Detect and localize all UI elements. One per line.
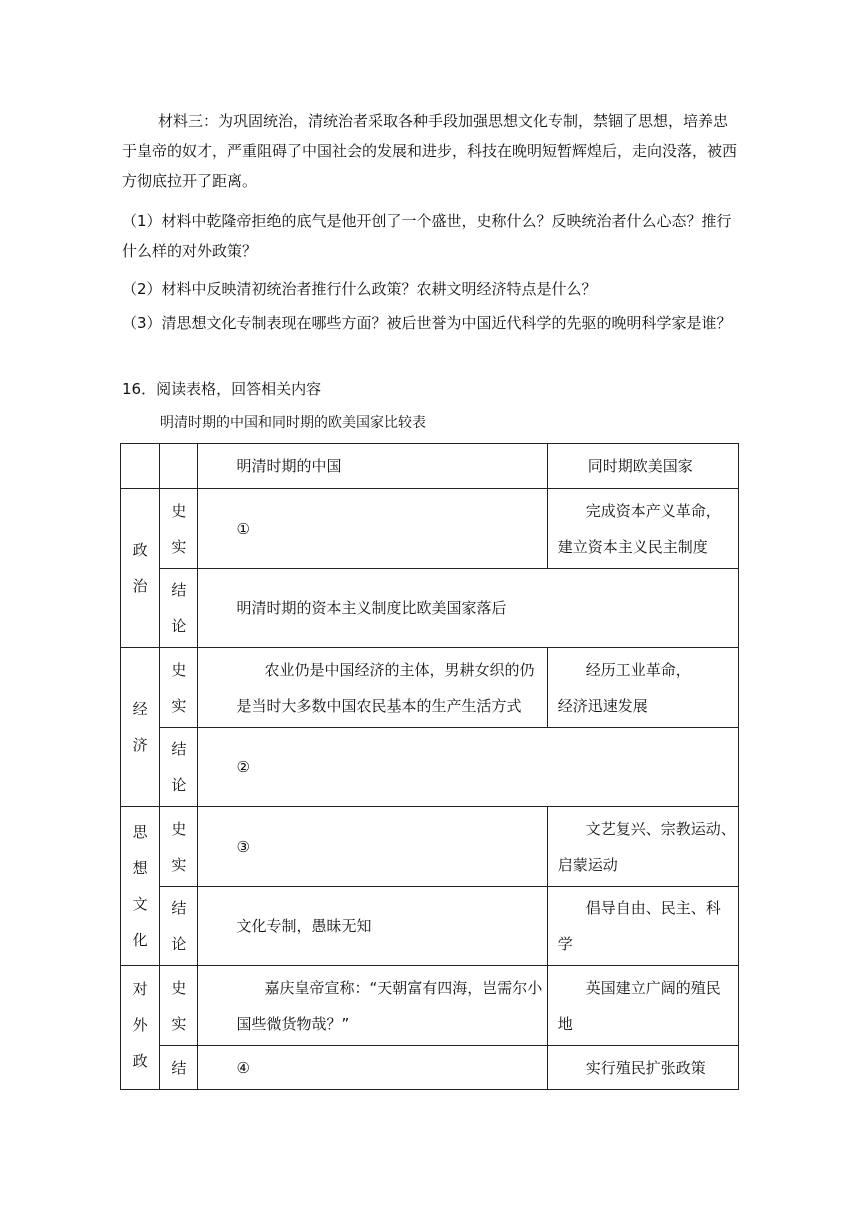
politics-fact-china: ①	[198, 489, 547, 569]
table-row-culture-fact	[121, 807, 739, 887]
economy-fact-china: 农业仍是中国经济的主体，男耕女织的仍是当时大多数中国农民基本的生产生活方式	[198, 648, 547, 728]
category-foreign-policy: 对 外 政	[121, 966, 160, 1090]
foreign-conclusion-china: ④	[198, 1046, 547, 1090]
sub-conclusion: 结 论	[160, 887, 198, 966]
category-economy: 经 济	[121, 648, 160, 807]
table-caption: 明清时期的中国和同时期的欧美国家比较表	[160, 415, 426, 431]
table-row-politics-conclusion	[121, 569, 739, 648]
header-china: 明清时期的中国	[198, 444, 547, 489]
sub-fact: 史 实	[160, 489, 198, 569]
category-politics: 政 治	[121, 489, 160, 648]
question-2: （2）材料中反映清初统治者推行什么政策？农耕文明经济特点是什么？	[122, 280, 597, 298]
economy-conclusion: ②	[198, 728, 739, 807]
culture-fact-china: ③	[198, 807, 547, 887]
sub-fact: 史 实	[160, 648, 198, 728]
table-row-foreign-conclusion	[121, 1046, 739, 1090]
material-three: 材料三：为巩固统治，清统治者采取各种手段加强思想文化专制，禁锢了思想，培养忠于皇帝的奴才，严重阻碍了中国社会的发展和进步，科技在晚明短暂辉煌后，走向没落，被西方彻底拉开了距离。	[122, 112, 738, 190]
question-1: （1）材料中乾隆帝拒绝的底气是他开创了一个盛世，史称什么？反映统治者什么心态？推行什么样的对外政策？	[122, 212, 732, 260]
sub-fact: 史 实	[160, 807, 198, 887]
sub-conclusion-partial: 结	[160, 1046, 198, 1090]
culture-conclusion-china: 文化专制，愚昧无知	[198, 887, 547, 966]
sub-fact: 史 实	[160, 966, 198, 1046]
table-row-economy-conclusion	[121, 728, 739, 807]
sub-conclusion: 结 论	[160, 728, 198, 807]
foreign-fact-china: 嘉庆皇帝宣称：“天朝富有四海，岂需尔小国些微货物哉？”	[198, 966, 547, 1046]
comparison-table	[120, 443, 739, 1090]
foreign-conclusion-west: 实行殖民扩张政策	[547, 1046, 738, 1090]
header-empty-cell	[160, 444, 198, 489]
sub-conclusion: 结 论	[160, 569, 198, 648]
question-16: 16．阅读表格，回答相关内容	[122, 380, 322, 398]
table-row-economy-fact	[121, 648, 739, 728]
politics-fact-west: 完成资本产义革命， 建立资本主义民主制度	[547, 489, 738, 569]
table-header-row	[121, 444, 739, 489]
table-row-politics-fact	[121, 489, 739, 569]
politics-conclusion: 明清时期的资本主义制度比欧美国家落后	[198, 569, 739, 648]
foreign-fact-west: 英国建立广阔的殖民 地	[547, 966, 738, 1046]
category-culture: 思 想 文 化	[121, 807, 160, 966]
culture-fact-west: 文艺复兴、宗教运动、 启蒙运动	[547, 807, 738, 887]
economy-fact-west: 经历工业革命， 经济迅速发展	[547, 648, 738, 728]
header-west: 同时期欧美国家	[547, 444, 738, 489]
table-row-culture-conclusion	[121, 887, 739, 966]
table-row-foreign-fact	[121, 966, 739, 1046]
question-3: （3）清思想文化专制表现在哪些方面？被后世誉为中国近代科学的先驱的晚明科学家是谁？	[122, 314, 732, 332]
header-empty-cell	[121, 444, 160, 489]
culture-conclusion-west: 倡导自由、民主、科 学	[547, 887, 738, 966]
